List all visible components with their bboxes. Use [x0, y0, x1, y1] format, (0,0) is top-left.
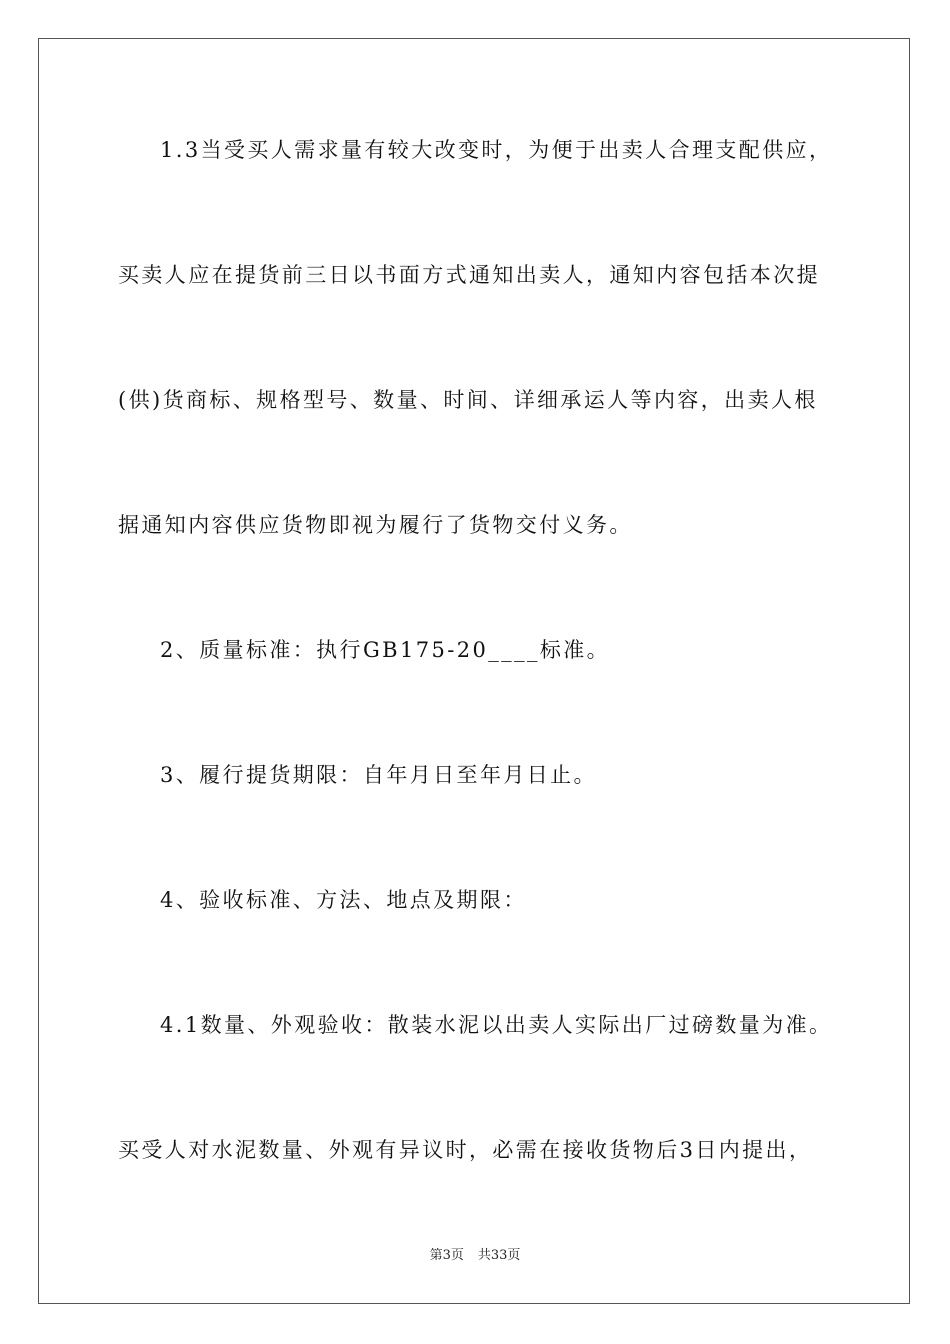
paragraph-line: 3、履行提货期限：自年月日至年月日止。 [160, 763, 597, 787]
paragraph-line: 4.1数量、外观验收：散装水泥以出卖人实际出厂过磅数量为准。 [160, 1013, 833, 1037]
paragraph-line: 据通知内容供应货物即视为履行了货物交付义务。 [118, 513, 633, 537]
page-border [38, 38, 910, 1304]
paragraph-line: 4、验收标准、方法、地点及期限： [160, 888, 527, 912]
paragraph-line: 1.3当受买人需求量有较大改变时，为便于出卖人合理支配供应， [160, 138, 833, 162]
paragraph-line: 买受人对水泥数量、外观有异议时，必需在接收货物后3日内提出， [118, 1138, 813, 1162]
page-number-current: 第3页 [429, 1248, 464, 1263]
paragraph-line: 2、质量标准：执行GB175-20____标准。 [160, 638, 611, 662]
paragraph-line: 买卖人应在提货前三日以书面方式通知出卖人，通知内容包括本次提 [118, 263, 820, 287]
page-number-total: 共33页 [477, 1248, 521, 1263]
paragraph-line: (供)货商标、规格型号、数量、时间、详细承运人等内容，出卖人根 [118, 388, 818, 412]
page-footer [0, 1247, 950, 1265]
